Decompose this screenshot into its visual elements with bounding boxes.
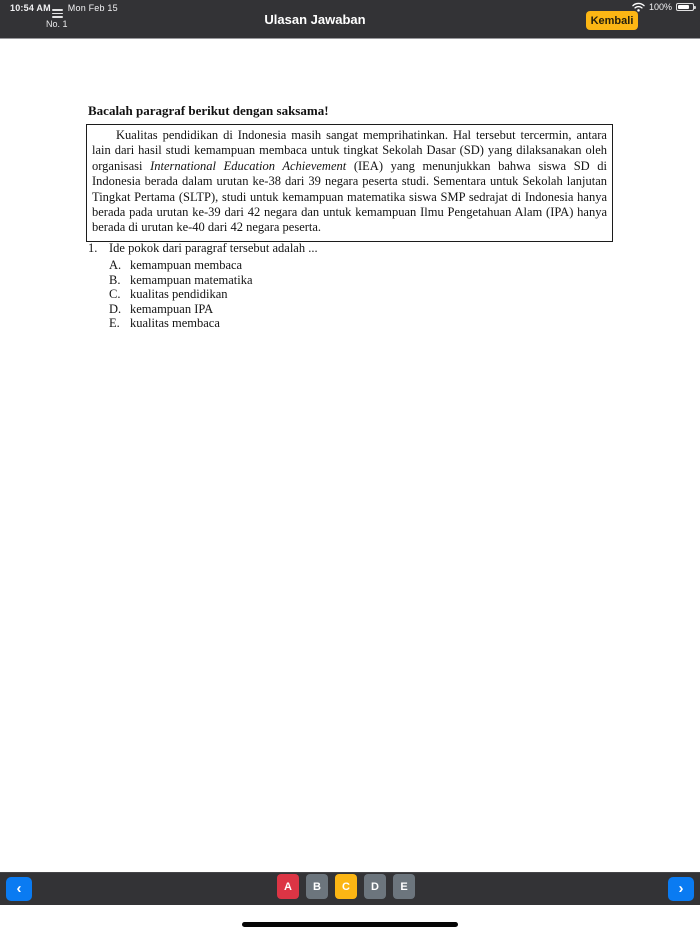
choice-e-button[interactable]: E bbox=[393, 874, 415, 899]
passage-box bbox=[86, 124, 613, 242]
option-e-text: kualitas membaca bbox=[130, 316, 220, 330]
option-d-letter: D. bbox=[109, 301, 122, 316]
instruction-heading: Bacalah paragraf berikut dengan saksama! bbox=[88, 103, 329, 118]
option-a-letter: A. bbox=[109, 258, 122, 272]
choice-d-button[interactable]: D bbox=[364, 874, 386, 899]
passage-part-1: Kualitas pendidikan di Indonesia masih sangat memprihatinkan. Hal tersebut tercermin, antara lain dari hasil studi kemampuan membaca untuk tingkat Sekolah Dasar (SD) yang dilaksanakan oleh organisasi bbox=[92, 128, 607, 173]
back-button[interactable]: Kembali bbox=[586, 11, 638, 30]
next-question-button[interactable]: › bbox=[668, 877, 694, 901]
question-text: Ide pokok dari paragraf tersebut adalah ... bbox=[109, 241, 318, 255]
option-a-text: kemampuan membaca bbox=[130, 258, 243, 272]
options-list bbox=[109, 258, 318, 331]
option-d bbox=[109, 302, 318, 317]
choice-b-button[interactable]: B bbox=[306, 874, 328, 899]
option-c-text: kualitas pendidikan bbox=[130, 287, 228, 301]
option-a bbox=[109, 258, 318, 273]
option-b-letter: B. bbox=[109, 272, 121, 287]
answer-choices bbox=[277, 874, 415, 899]
prev-question-button[interactable]: ‹ bbox=[6, 877, 32, 901]
passage-text bbox=[92, 128, 607, 236]
option-e-letter: E. bbox=[109, 316, 120, 330]
question-row bbox=[88, 241, 318, 256]
home-indicator[interactable] bbox=[242, 922, 458, 927]
option-d-text: kemampuan IPA bbox=[130, 301, 214, 316]
passage-part-2: (IEA) yang menunjukkan bahwa siswa SD di Indonesia berada dalam urutan ke-38 dari 39 negara peserta studi. Sementara untuk Sekolah lanjutan Tingkat Pertama (SLTP), studi untuk kemampuan matematika siswa SMP sedrajat di Indonesia hanya berada pada urutan ke-39 dari 42 negara dan untuk kemampuan Ilmu Pengetahuan Alam (IPA) hanya berada di urutan ke-40 dari 42 negara peserta. bbox=[92, 158, 607, 235]
status-date: Mon Feb 15 bbox=[67, 3, 118, 13]
page-title: Ulasan Jawaban bbox=[264, 12, 366, 27]
question-number-indicator: No. 1 bbox=[46, 19, 68, 29]
option-b bbox=[109, 273, 318, 288]
option-b-text: kemampuan matematika bbox=[130, 272, 253, 287]
top-bar bbox=[0, 0, 700, 39]
battery-icon bbox=[676, 3, 694, 11]
choice-c-button[interactable]: C bbox=[335, 874, 357, 899]
option-e bbox=[109, 316, 318, 331]
question-num: 1. bbox=[88, 241, 98, 255]
status-time: 10:54 AM bbox=[10, 3, 51, 13]
question-block bbox=[88, 241, 318, 331]
status-bar-right bbox=[632, 2, 694, 12]
option-c bbox=[109, 287, 318, 302]
passage-italic: International Education Achievement bbox=[150, 158, 347, 173]
battery-percent: 100% bbox=[648, 2, 672, 12]
choice-a-button[interactable]: A bbox=[277, 874, 299, 899]
bottom-bar bbox=[0, 872, 700, 905]
option-c-letter: C. bbox=[109, 287, 121, 301]
